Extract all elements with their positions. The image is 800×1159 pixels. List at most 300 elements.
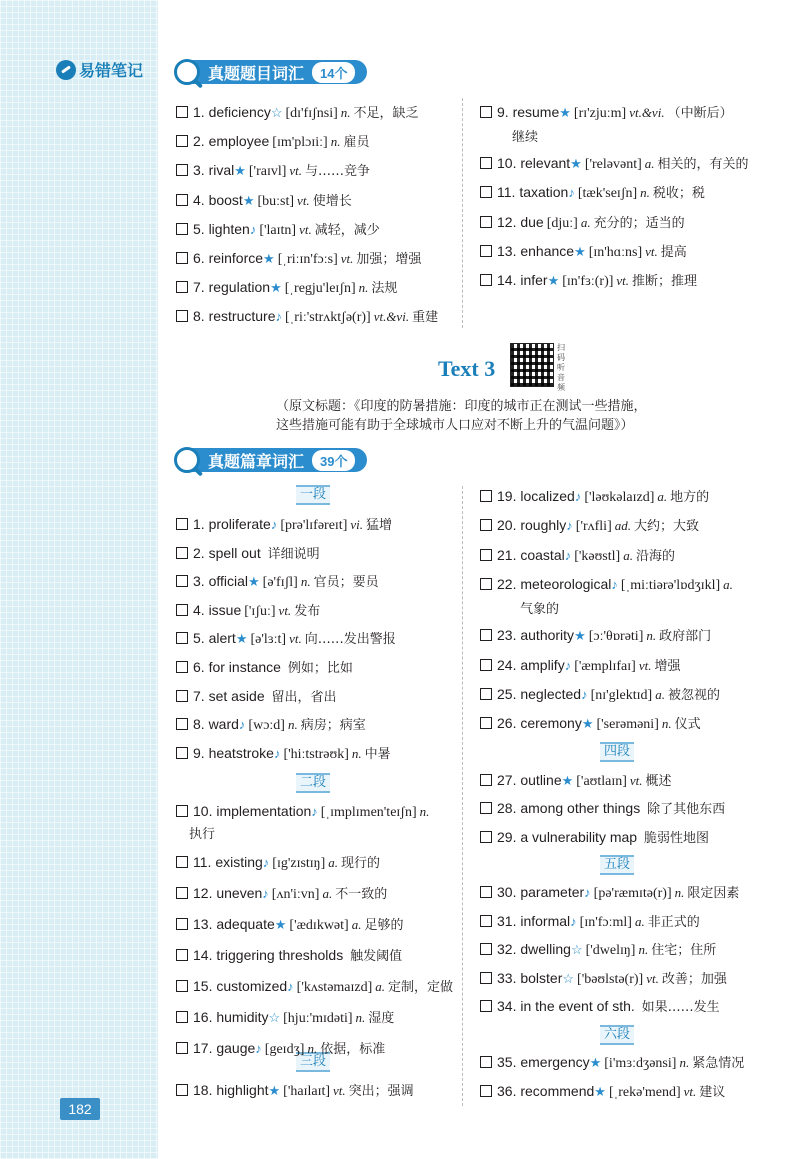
phonetic: ['ɪʃuː] <box>244 603 276 619</box>
frequency-star-icon: ♪ <box>238 717 246 733</box>
frequency-star-icon: ♪ <box>574 489 582 504</box>
phonetic: ['serəməni] <box>596 717 659 733</box>
vocab-item <box>176 1079 414 1103</box>
vocab-item <box>480 938 716 962</box>
chinese-meaning: 住宅；住所 <box>651 943 717 959</box>
vocab-item <box>176 247 421 271</box>
chinese-meaning: 相关的，有关的 <box>657 157 749 173</box>
chinese-meaning: 政府部门 <box>659 629 712 645</box>
vocab-item <box>176 713 366 737</box>
phonetic: [tæk'seɪʃn] <box>577 186 638 202</box>
paragraph-label-3: 三段 <box>296 1052 330 1072</box>
checkbox-icon[interactable] <box>176 281 188 293</box>
phonetic: [ɔː'θɒrəti] <box>588 629 644 645</box>
checkbox-icon[interactable] <box>480 802 492 814</box>
frequency-star-icon: ♪ <box>262 885 269 901</box>
vocab-item <box>176 599 320 623</box>
frequency-star-icon: ♪ <box>581 686 588 702</box>
part-of-speech: n. <box>646 628 657 644</box>
vocab-word: 4. boost <box>193 191 243 208</box>
part-of-speech: n. <box>340 105 351 120</box>
frequency-star-icon: ☆ <box>562 970 575 986</box>
checkbox-icon[interactable] <box>480 1000 492 1012</box>
phonetic: [ʌn'iːvn] <box>271 886 320 902</box>
vocab-word: 5. lighten <box>193 220 250 237</box>
checkbox-icon[interactable] <box>176 164 188 176</box>
phonetic: [ɪn'fɜː(r)] <box>562 274 614 289</box>
chinese-meaning: 使增长 <box>312 193 352 209</box>
vocab-item <box>176 975 453 999</box>
vocab-item <box>176 685 337 709</box>
vocab-word: 14. triggering thresholds <box>193 946 344 963</box>
vocab-word: 6. for instance <box>193 659 281 675</box>
vocab-item <box>176 542 320 566</box>
part-of-speech: ad. <box>614 518 631 534</box>
chinese-meaning: 雇员 <box>343 135 370 151</box>
vocab-word: 12. due <box>497 213 544 230</box>
vocab-word: 20. roughly <box>497 517 567 534</box>
part-of-speech: vt. <box>278 602 292 618</box>
frequency-star-icon: ♪ <box>311 804 318 819</box>
vocab-item <box>176 159 370 183</box>
section-tab-bar <box>190 448 367 472</box>
part-of-speech: n. <box>638 942 649 958</box>
part-of-speech: vt. <box>289 631 302 647</box>
vocab-item <box>480 683 720 707</box>
chinese-meaning: 触发阈值 <box>350 948 403 964</box>
chinese-meaning: 发布 <box>294 603 321 619</box>
vocab-item <box>480 544 675 568</box>
vocab-item <box>176 101 419 125</box>
phonetic: ['bəʊlstə(r)] <box>577 971 644 987</box>
vocab-item <box>176 513 392 537</box>
phonetic: ['ləʊkəlaɪzd] <box>584 490 655 505</box>
frequency-star-icon: ★ <box>235 631 248 647</box>
phonetic: [pə'ræmɪtə(r)] <box>593 886 672 901</box>
vocab-word: 9. resume <box>497 104 560 120</box>
vocab-word: 18. highlight <box>193 1082 269 1098</box>
frequency-star-icon: ☆ <box>268 1009 281 1025</box>
vocab-item <box>176 218 380 242</box>
phonetic: ['aʊtlaɪn] <box>576 774 627 789</box>
frequency-star-icon: ♪ <box>249 221 257 237</box>
frequency-star-icon: ★ <box>274 916 287 932</box>
phonetic: [nɪ'glektɪd] <box>590 687 653 703</box>
part-of-speech: vt. <box>645 243 658 259</box>
vocab-item <box>480 181 705 205</box>
vocab-word: 10. implementation <box>193 803 312 819</box>
phonetic: ['laɪtn] <box>259 222 297 238</box>
checkbox-icon[interactable] <box>480 245 492 257</box>
chinese-meaning: 现行的 <box>341 855 381 871</box>
vocab-item <box>176 1037 385 1061</box>
vocab-word: 30. parameter <box>497 884 585 900</box>
checkbox-icon[interactable] <box>176 690 188 702</box>
checkbox-icon[interactable] <box>176 194 188 206</box>
checkbox-icon[interactable] <box>176 518 188 530</box>
checkbox-icon[interactable] <box>480 157 492 169</box>
vocab-word: 7. regulation <box>193 279 271 296</box>
phonetic: ['raɪvl] <box>248 164 287 180</box>
vocab-item <box>480 910 700 934</box>
chinese-meaning: 加强；增强 <box>356 252 422 267</box>
frequency-star-icon: ★ <box>594 1083 606 1099</box>
vocab-word: 11. taxation <box>497 184 569 201</box>
vocab-word: 26. ceremony <box>497 715 582 732</box>
section-title: 真题题目词汇 <box>208 65 305 83</box>
paragraph-label-5: 五段 <box>600 855 634 875</box>
section-count: 39个 <box>312 450 355 471</box>
chinese-meaning: 向……发出警报 <box>304 632 396 648</box>
vocab-word: 2. spell out <box>193 544 261 561</box>
phonetic: ['dwelɪŋ] <box>585 943 636 959</box>
checkbox-icon[interactable] <box>176 1042 188 1054</box>
checkbox-icon[interactable] <box>480 717 492 729</box>
frequency-star-icon: ♪ <box>611 576 618 592</box>
section-tab-bar <box>190 60 367 84</box>
checkbox-icon[interactable] <box>176 135 188 147</box>
vocab-word: 13. adequate <box>193 915 275 932</box>
vocab-word: 3. rival <box>193 162 235 179</box>
part-of-speech: vt. <box>616 273 630 288</box>
vocab-word: 21. coastal <box>497 546 565 563</box>
chinese-meaning: 仪式 <box>674 717 701 733</box>
checkbox-icon[interactable] <box>176 575 188 587</box>
chinese-meaning: 猛增 <box>366 518 393 533</box>
meteorological-continuation: 气象的 <box>520 602 560 617</box>
frequency-star-icon: ★ <box>270 280 282 296</box>
phonetic: [ə'fɪʃl] <box>262 575 298 591</box>
phonetic: [hjuː'mɪdəti] <box>283 1010 353 1026</box>
checkbox-icon[interactable] <box>480 578 492 590</box>
vocab-word: 24. amplify <box>497 656 565 673</box>
checkbox-icon[interactable] <box>480 943 492 955</box>
phonetic: [ɪn'hɑːns] <box>588 244 643 260</box>
frequency-star-icon: ★ <box>559 105 571 120</box>
part-of-speech: n. <box>287 717 298 733</box>
phonetic: [djuː] <box>546 215 578 231</box>
chinese-meaning: 详细说明 <box>267 546 320 562</box>
part-of-speech: a. <box>375 978 386 994</box>
magnifier-icon <box>174 59 200 85</box>
phonetic: [i'mɜːdʒənsi] <box>604 1056 677 1071</box>
part-of-speech: a. <box>655 686 665 702</box>
chinese-meaning: 地方的 <box>670 490 710 505</box>
phonetic: ['æmplɪfaɪ] <box>574 658 636 674</box>
chinese-meaning: （中断后） <box>667 106 733 121</box>
checkbox-icon[interactable] <box>480 274 492 286</box>
magnifier-icon <box>174 447 200 473</box>
chinese-meaning: 建议 <box>699 1084 726 1100</box>
frequency-star-icon: ★ <box>234 163 246 179</box>
frequency-star-icon: ♪ <box>262 854 270 870</box>
qr-code-icon[interactable] <box>510 343 554 387</box>
checkbox-icon[interactable] <box>480 490 492 502</box>
vocab-item <box>176 882 387 906</box>
chinese-meaning: 官员；要员 <box>313 575 379 591</box>
part-of-speech: a. <box>623 547 633 563</box>
vocab-word: 22. meteorological <box>497 575 612 592</box>
checkbox-icon[interactable] <box>480 659 492 671</box>
vocab-word: 13. enhance <box>497 242 575 259</box>
checkbox-icon[interactable] <box>480 519 492 531</box>
checkbox-icon[interactable] <box>176 718 188 730</box>
chinese-meaning: 突出；强调 <box>348 1084 414 1099</box>
brand <box>56 58 143 81</box>
checkbox-icon[interactable] <box>176 223 188 235</box>
chinese-meaning: 不足，缺乏 <box>353 106 419 121</box>
part-of-speech: a. <box>322 885 333 901</box>
vocab-word: 17. gauge <box>193 1039 256 1056</box>
checkbox-icon[interactable] <box>480 915 492 927</box>
frequency-star-icon: ♪ <box>570 913 577 929</box>
chinese-meaning: 与……竞争 <box>305 164 371 180</box>
vocab-word: 25. neglected <box>497 685 582 702</box>
phonetic: [geɪdʒ] <box>264 1041 305 1057</box>
frequency-star-icon: ♪ <box>584 885 591 900</box>
article-subtitle <box>276 397 676 435</box>
checkbox-icon[interactable] <box>176 310 188 322</box>
vocab-item <box>480 624 711 648</box>
chinese-meaning: 紧急情况 <box>692 1056 745 1071</box>
phonetic: ['haɪlaɪt] <box>283 1084 331 1099</box>
part-of-speech: vt. <box>638 657 652 673</box>
vocab-word: 28. among other things <box>497 800 641 817</box>
phonetic: ['reləvənt] <box>584 157 642 173</box>
column-divider <box>462 486 463 1106</box>
phonetic: [ə'lɜːt] <box>250 632 287 648</box>
checkbox-icon[interactable] <box>176 1084 188 1096</box>
frequency-star-icon: ♪ <box>564 657 572 673</box>
frequency-star-icon: ♪ <box>270 517 278 532</box>
frequency-star-icon: ♪ <box>255 1040 262 1056</box>
chinese-meaning: 推断；推理 <box>632 274 698 289</box>
checkbox-icon[interactable] <box>480 1056 492 1068</box>
vocab-word: 14. infer <box>497 272 548 288</box>
checkbox-icon[interactable] <box>480 774 492 786</box>
part-of-speech: a. <box>723 576 733 592</box>
phonetic: [ˌriː'strʌktʃə(r)] <box>284 310 371 326</box>
checkbox-icon[interactable] <box>480 629 492 641</box>
phonetic: [rɪ'zjuːm] <box>573 106 627 121</box>
column-divider <box>462 98 463 328</box>
part-of-speech: vt.&vi. <box>373 309 410 325</box>
chinese-meaning: 除了其他东西 <box>647 802 726 818</box>
checkbox-icon[interactable] <box>176 980 188 992</box>
checkbox-icon[interactable] <box>480 186 492 198</box>
vocab-word: 19. localized <box>497 488 575 504</box>
vocab-word: 6. reinforce <box>193 250 264 266</box>
checkbox-icon[interactable] <box>480 886 492 898</box>
checkbox-icon[interactable] <box>176 252 188 264</box>
sidebar-pattern <box>0 0 158 1159</box>
chinese-meaning: 增强 <box>654 658 681 674</box>
vocab-item <box>480 101 733 125</box>
vocab-item <box>176 1006 394 1030</box>
vocab-item <box>176 800 429 824</box>
chinese-meaning: 依据，标准 <box>320 1041 386 1057</box>
chinese-meaning: 湿度 <box>368 1010 395 1026</box>
vocab-word: 7. set aside <box>193 687 265 704</box>
frequency-star-icon: ♪ <box>564 547 572 563</box>
part-of-speech: vt.&vi. <box>629 105 665 120</box>
page-number: 182 <box>60 1098 100 1120</box>
vocab-word: 15. customized <box>193 977 288 994</box>
checkbox-icon[interactable] <box>480 549 492 561</box>
part-of-speech: vi. <box>350 517 364 532</box>
checkbox-icon[interactable] <box>480 831 492 843</box>
frequency-star-icon: ★ <box>589 1055 602 1070</box>
pen-logo-icon <box>56 60 76 80</box>
subtitle-line-2: 这些措施可能有助于全球城市人口应对不断上升的气温问题》） <box>276 418 634 433</box>
part-of-speech: n. <box>307 1040 318 1056</box>
part-of-speech: n. <box>300 574 311 590</box>
frequency-star-icon: ♪ <box>566 518 573 534</box>
part-of-speech: vt. <box>297 192 310 208</box>
vocab-item <box>480 995 720 1019</box>
checkbox-icon[interactable] <box>176 747 188 759</box>
checkbox-icon[interactable] <box>176 547 188 559</box>
frequency-star-icon: ★ <box>547 273 560 288</box>
vocab-word: 29. a vulnerability map <box>497 828 638 845</box>
section-tab-passage-vocab <box>174 446 367 474</box>
vocab-item <box>176 742 391 766</box>
phonetic: [ˌmiːtiərə'lɒdʒɪkl] <box>620 577 721 593</box>
brand-label: 易错笔记 <box>79 61 144 80</box>
vocab-word: 36. recommend <box>497 1082 595 1099</box>
chinese-meaning: 如果……发生 <box>641 1000 720 1016</box>
qr-caption: 扫码听音频 <box>557 343 565 392</box>
vocab-word: 10. relevant <box>497 155 571 172</box>
paragraph-label-4: 四段 <box>600 742 634 762</box>
chinese-meaning: 概述 <box>645 774 672 789</box>
vocab-item <box>176 656 353 680</box>
vocab-item <box>480 769 672 793</box>
checkbox-icon[interactable] <box>480 106 492 118</box>
chinese-meaning: 提高 <box>660 244 687 260</box>
vocab-word: 5. alert <box>193 630 236 647</box>
checkbox-icon[interactable] <box>176 632 188 644</box>
part-of-speech: a. <box>580 214 591 230</box>
chinese-meaning: 非正式的 <box>647 914 700 930</box>
text-heading: Text 3 <box>438 356 496 381</box>
frequency-star-icon: ☆ <box>570 942 583 958</box>
checkbox-icon[interactable] <box>176 106 188 118</box>
frequency-star-icon: ♪ <box>275 309 282 325</box>
phonetic: [ˌriːɪn'fɔːs] <box>277 252 338 267</box>
part-of-speech: a. <box>657 489 668 504</box>
vocab-item <box>176 276 397 300</box>
chinese-meaning: 定制，定做 <box>388 979 454 995</box>
subtitle-line-1: （原文标题：《印度的防暑措施：印度的城市正在测试一些措施， <box>276 399 647 414</box>
vocab-word: 31. informal <box>497 912 571 929</box>
frequency-star-icon: ☆ <box>270 105 283 120</box>
vocab-item <box>480 514 699 538</box>
checkbox-icon[interactable] <box>176 1011 188 1023</box>
part-of-speech: vt. <box>333 1083 346 1098</box>
chinese-meaning: 沿海的 <box>635 548 675 564</box>
vocab-word: 12. uneven <box>193 884 263 901</box>
checkbox-icon[interactable] <box>176 918 188 930</box>
vocab-item <box>480 240 687 264</box>
vocab-word: 23. authority <box>497 627 575 644</box>
chinese-meaning: 减轻，减少 <box>314 222 380 238</box>
vocab-item <box>480 654 680 678</box>
paragraph-label-6: 六段 <box>600 1025 634 1045</box>
part-of-speech: a. <box>644 156 655 172</box>
phonetic: ['kəʊstl] <box>574 548 621 564</box>
part-of-speech: n. <box>661 716 672 732</box>
part-of-speech: vt. <box>340 251 354 266</box>
vocab-word: 8. ward <box>193 716 239 733</box>
checkbox-icon[interactable] <box>176 604 188 616</box>
chinese-meaning: 重建 <box>412 310 439 326</box>
vocab-item <box>480 797 725 821</box>
vocab-word: 32. dwelling <box>497 941 571 958</box>
vocab-word: 1. proliferate <box>193 516 271 532</box>
part-of-speech: n. <box>419 804 430 819</box>
chinese-meaning: 法规 <box>371 281 398 297</box>
phonetic: [ˌɪmplɪmen'teɪʃn] <box>320 805 417 820</box>
vocab-item <box>480 211 685 235</box>
checkbox-icon[interactable] <box>176 949 188 961</box>
chinese-meaning: 改善；加强 <box>661 971 727 987</box>
frequency-star-icon: ★ <box>581 716 594 732</box>
phonetic: [wɔːd] <box>248 718 285 734</box>
section-tab-question-vocab <box>174 58 367 86</box>
vocab-item <box>480 826 709 850</box>
chinese-meaning: 大约；大致 <box>633 519 699 535</box>
vocab-word: 2. employee <box>193 133 270 150</box>
checkbox-icon[interactable] <box>176 856 188 868</box>
chinese-meaning: 中暑 <box>364 746 391 762</box>
phonetic: [ɪn'fɔːml] <box>579 914 632 930</box>
part-of-speech: n. <box>351 745 362 761</box>
frequency-star-icon: ♪ <box>287 978 294 994</box>
checkbox-icon[interactable] <box>176 887 188 899</box>
checkbox-icon[interactable] <box>480 688 492 700</box>
phonetic: [ˌregju'leɪʃn] <box>284 281 356 297</box>
vocab-word: 35. emergency <box>497 1054 590 1070</box>
vocab-word: 1. deficiency <box>193 104 271 120</box>
checkbox-icon[interactable] <box>480 216 492 228</box>
vocab-word: 27. outline <box>497 772 562 788</box>
vocab-word: 33. bolster <box>497 969 563 986</box>
checkbox-icon[interactable] <box>176 805 188 817</box>
vocab-item <box>480 1080 725 1104</box>
vocab-item <box>480 152 749 176</box>
frequency-star-icon: ♪ <box>568 185 575 201</box>
vocab-item <box>176 913 403 937</box>
phonetic: [ɪg'zɪstɪŋ] <box>272 855 326 871</box>
paragraph-label-2: 二段 <box>296 773 330 793</box>
chinese-meaning: 税收；税 <box>652 186 705 202</box>
phonetic: ['rʌfli] <box>575 519 612 535</box>
frequency-star-icon: ★ <box>570 156 582 172</box>
checkbox-icon[interactable] <box>480 972 492 984</box>
implementation-continuation: 执行 <box>189 827 216 842</box>
vocab-item <box>176 944 402 968</box>
vocab-item <box>176 851 380 875</box>
checkbox-icon[interactable] <box>176 661 188 673</box>
frequency-star-icon: ★ <box>242 192 255 208</box>
checkbox-icon[interactable] <box>480 1085 492 1097</box>
part-of-speech: vt. <box>646 970 659 986</box>
chinese-meaning: 限定因素 <box>687 886 740 901</box>
phonetic: ['kʌstəmaɪzd] <box>296 979 373 995</box>
phonetic: [buːst] <box>257 193 295 209</box>
chinese-meaning: 充分的；适当的 <box>593 215 685 231</box>
